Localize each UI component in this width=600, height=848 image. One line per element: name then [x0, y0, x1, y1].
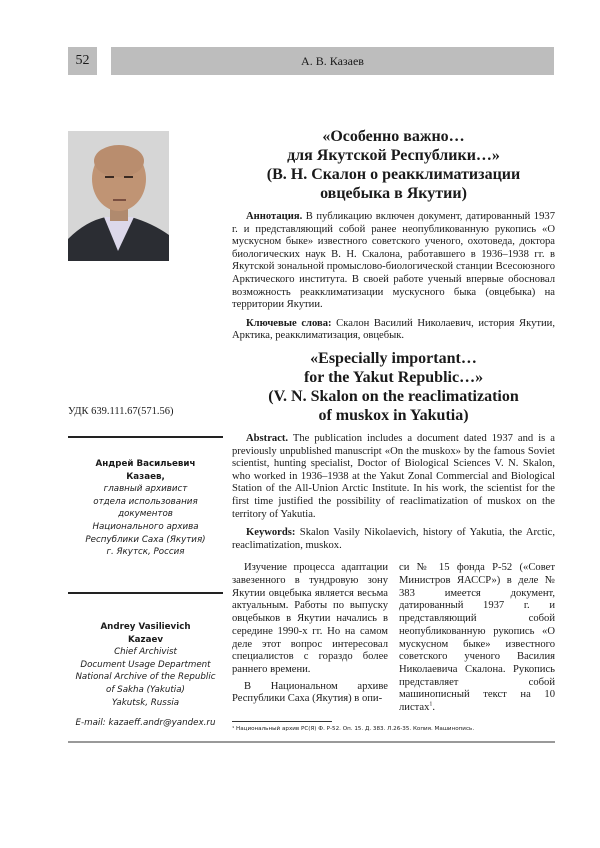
author-info-line: документов	[68, 508, 223, 521]
author-info-line: главный архивист	[68, 483, 223, 496]
body-column-left	[232, 562, 388, 714]
title-ru-line: «Особенно важно…	[232, 127, 555, 146]
abstract-ru	[232, 211, 555, 343]
title-ru-line: для Якутской Республики…»	[232, 146, 555, 165]
abstract-ru-text: В публикацию включен документ, датированный 1937 г. и представляющий собой ранее неопубликованную рукопись «О мускусном быке» известного советского ученого, охотоведа, доктора биологических наук В. Н. Скалона, работавшего в 1936–1938 гг. в Якутской зональной промыслово-биологической станции Всесоюзного Арктического института. В своей работе ученый впервые обосновал возможность реакклиматизации мускусного быка (овцебыка) на территории Якутии.	[232, 211, 555, 310]
body-period: .	[432, 702, 435, 713]
title-en-line: (V. N. Skalon on the reaclimatization	[232, 387, 555, 406]
author-info-line: отдела использования	[68, 496, 223, 509]
title-ru	[232, 127, 555, 203]
abstract-en	[232, 433, 555, 552]
title-en	[232, 349, 555, 425]
author-info-line: Республики Саха (Якутия)	[68, 534, 223, 547]
author-name-line: Казаев,	[68, 471, 223, 484]
footnote-divider	[232, 721, 332, 722]
author-info-line: Chief Archivist	[68, 646, 223, 659]
keywords-en-text: Skalon Vasily Nikolaevich, history of Yakutia, the Arctic, reaclimatization, muskox.	[232, 527, 555, 551]
body-columns	[232, 562, 555, 714]
author-info-line: Yakutsk, Russia	[68, 697, 223, 710]
author-email[interactable]: E-mail: kazaeff.andr@yandex.ru	[68, 718, 223, 728]
author-info-line: Document Usage Department	[68, 659, 223, 672]
author-info-line: г. Якутск, Россия	[68, 546, 223, 559]
author-info-ru	[68, 458, 223, 559]
body-column-right	[399, 562, 555, 714]
author-info-line: of Sakha (Yakutia)	[68, 684, 223, 697]
body-paragraph: В Национальном архиве Республики Саха (Якутия) в опи-	[232, 681, 388, 706]
udk-code: УДК 639.111.67(571.56)	[68, 406, 174, 417]
title-en-line: of muskox in Yakutia)	[232, 406, 555, 425]
keywords-en-label: Keywords:	[246, 527, 295, 538]
running-head: А. В. Казаев	[111, 47, 554, 75]
abstract-en-label: Abstract.	[246, 433, 288, 444]
author-name-line: Андрей Васильевич	[68, 458, 223, 471]
title-ru-line: (В. Н. Скалон о реакклиматизации	[232, 165, 555, 184]
author-name-line: Kazaev	[68, 634, 223, 647]
author-portrait-image	[68, 131, 169, 261]
author-info-line: National Archive of the Republic	[68, 671, 223, 684]
divider	[68, 592, 223, 594]
divider	[68, 436, 223, 438]
keywords-ru-text: Скалон Василий Николаевич, история Якутии, Арктика, реакклиматизация, овцебык.	[232, 318, 555, 342]
author-name-line: Andrey Vasilievich	[68, 621, 223, 634]
keywords-ru-label: Ключевые слова:	[246, 318, 332, 329]
body-paragraph: си № 15 фонда Р-52 («Совет Министров ЯАССР») в деле № 383 имеется документ, датированный 1937 г. и представляющий собой неопубликованную рукопись «О мускусном быке» известного советского ученого Василия Николаевича Скалона. Рукопись представляет собой машинописный текст на 10 листах	[399, 562, 555, 713]
footnote-ref[interactable]: 1	[429, 701, 432, 707]
main-column	[232, 127, 555, 743]
author-photo	[68, 131, 169, 261]
title-en-line: «Especially important…	[232, 349, 555, 368]
page-bottom-rule	[68, 741, 555, 743]
abstract-en-text: The publication includes a document dated 1937 and is a previously unpublished manuscript «On the muskox» by the famous Soviet scientist, hunting specialist, Doctor of Biological Sciences V. N. Skalon, who worked in 1936–1938 at the Yakut Zonal Commercial and Biological Station of the All-Union Arctic Institute. In his work, the scientist for the first time justified the possibility of reaclimatization of muskox on the territory of Yakutia.	[232, 433, 555, 520]
footnote: ¹ Национальный архив РС(Я) Ф. Р-52. Оп. 15. Д. 383. Л.26-35. Копия. Машинопись.	[232, 725, 555, 733]
title-ru-line: овцебыка в Якутии)	[232, 184, 555, 203]
author-info-en	[68, 621, 223, 709]
author-info-line: Национального архива	[68, 521, 223, 534]
body-paragraph: Изучение процесса адаптации завезенного в тундровую зону Якутии овцебыка является весьма актуальным. Работы по выпуску овцебыков в Якутии начались в середине 1990-х гг. Но на самом деле этот вопрос интересовал специалистов с гораздо более раннего времени.	[232, 562, 388, 676]
page-number: 52	[68, 47, 97, 75]
abstract-ru-label: Аннотация.	[246, 211, 302, 222]
title-en-line: for the Yakut Republic…»	[232, 368, 555, 387]
